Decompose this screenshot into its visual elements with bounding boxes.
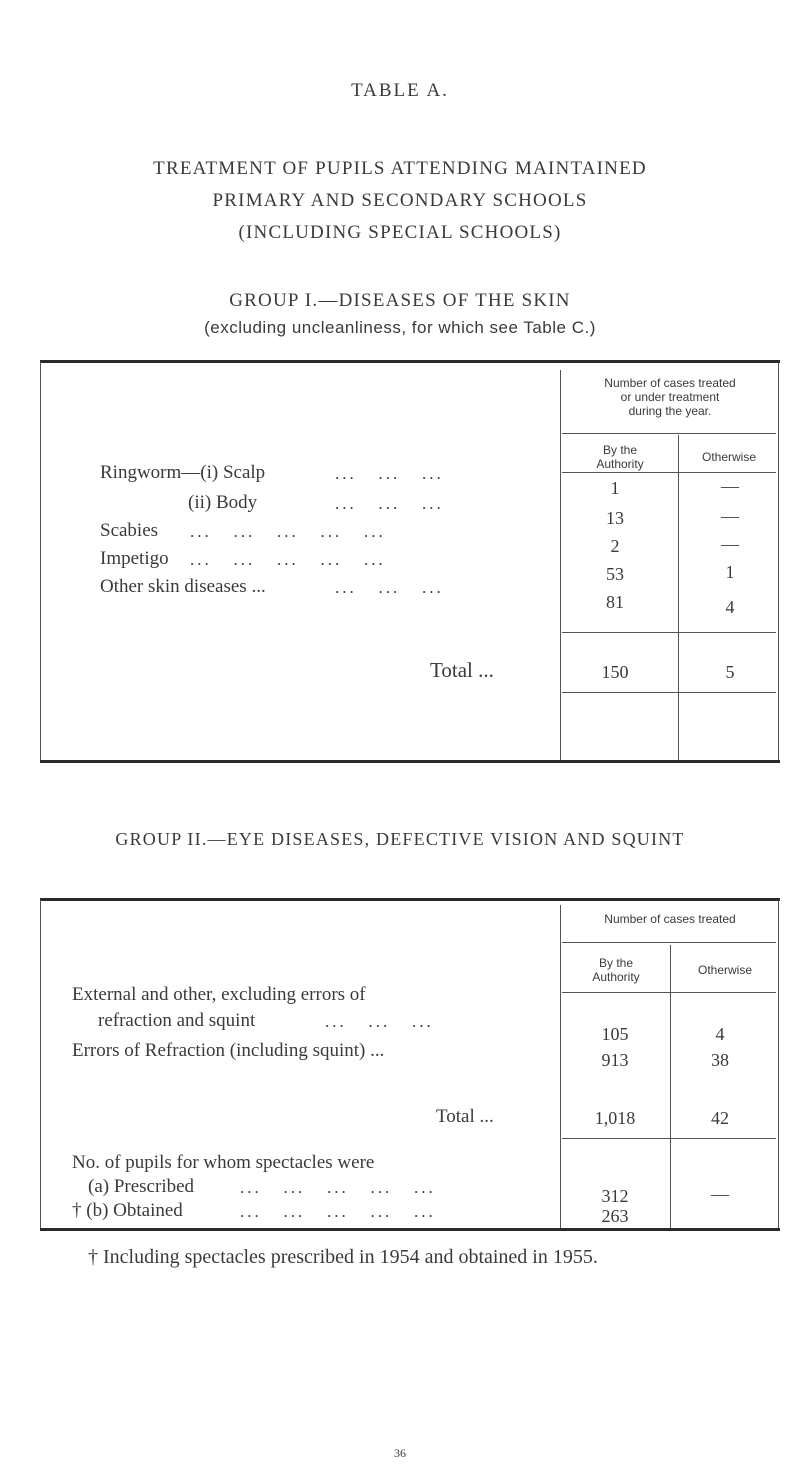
spectacles-otherwise-mark: — (711, 1184, 729, 1204)
group1-left-border (40, 362, 41, 762)
group1-row-otherwise: 1 (725, 562, 735, 582)
group2-row-otherwise: 38 (711, 1050, 729, 1070)
group2-bottom-rule (40, 1228, 780, 1231)
group2-col-divider-1 (560, 905, 561, 1230)
leader-dots: ... ... ... ... ... (190, 550, 386, 569)
group2-right-border (778, 900, 779, 1230)
spectacles-label: No. of pupils for whom spectacles were (72, 1152, 375, 1173)
group2-row-by-authority: 913 (601, 1050, 629, 1070)
group2-col-header: Number of cases treated (604, 912, 736, 926)
group1-row-label: Ringworm—(i) Scalp (100, 462, 266, 483)
group1-col-header (565, 376, 775, 418)
spectacles-obtained-label: † (b) Obtained (72, 1200, 183, 1221)
group1-bottom-rule (40, 760, 780, 763)
group2-row-label-line-2: refraction and squint (98, 1010, 256, 1031)
group2-subheader-rule (562, 992, 776, 993)
leader-dots: ... ... ... (335, 578, 444, 597)
group1-total-rule (562, 632, 776, 633)
group1-row-label: Impetigo (100, 548, 169, 569)
group2-col-by-authority (562, 956, 670, 984)
group1-subheading: (excluding uncleanliness, for which see Table C.) (204, 318, 596, 337)
group1-header-rule (562, 433, 776, 434)
group2-total-otherwise: 42 (711, 1108, 729, 1128)
group1-total-by-authority: 150 (601, 662, 629, 682)
title-line-1: TREATMENT OF PUPILS ATTENDING MAINTAINED (153, 158, 647, 179)
spectacles-obtained-value: 263 (601, 1206, 629, 1226)
group2-row-label: Errors of Refraction (including squint) ... (72, 1040, 385, 1061)
group1-row-otherwise: 4 (725, 597, 735, 617)
group1-col-divider-1 (560, 370, 561, 762)
spectacles-prescribed-value: 312 (601, 1186, 629, 1206)
leader-dots: ... ... ... ... ... (240, 1202, 436, 1221)
group2-row-label-line-1: External and other, excluding errors of (72, 984, 366, 1005)
group2-col-otherwise: Otherwise (697, 963, 753, 977)
group2-col-divider-2 (670, 945, 671, 1230)
leader-dots: ... ... ... ... ... (190, 522, 386, 541)
group1-row-by-authority: 81 (606, 592, 624, 612)
group1-row-label: Scabies (100, 520, 159, 541)
group2-total-by-authority: 1,018 (594, 1108, 636, 1128)
group1-col-by-authority (562, 443, 678, 471)
table-label: TABLE A. (351, 80, 449, 101)
group1-row-label: (ii) Body (188, 492, 258, 513)
group1-col-header-line-3: during the year. (628, 404, 712, 418)
group1-total-label: Total ... (430, 658, 494, 682)
page-number: 36 (394, 1446, 406, 1460)
group1-heading: GROUP I.—DISEASES OF THE SKIN (229, 290, 571, 311)
group2-left-border (40, 900, 41, 1230)
group2-total-rule (562, 1138, 776, 1139)
group2-top-rule (40, 898, 780, 901)
group2-row-by-authority: 105 (601, 1024, 629, 1044)
group1-row-label: Other skin diseases ... (100, 576, 266, 597)
group2-row-otherwise: 4 (715, 1024, 725, 1044)
group2-heading: GROUP II.—EYE DISEASES, DEFECTIVE VISION AND SQUINT (115, 829, 685, 849)
group1-row-by-authority: 2 (610, 536, 620, 556)
group1-row-otherwise: — (721, 506, 739, 526)
title-line-3: (INCLUDING SPECIAL SCHOOLS) (238, 222, 562, 243)
group1-col-divider-2 (678, 435, 679, 762)
leader-dots: ... ... ... ... ... (240, 1178, 436, 1197)
group1-top-rule (40, 360, 780, 363)
group2-col-by-authority-line-2: Authority (592, 970, 640, 984)
group2-col-by-authority-line-1: By the (598, 956, 634, 970)
group1-total-bottom-rule (562, 692, 776, 693)
group1-row-by-authority: 1 (610, 478, 620, 498)
group1-col-header-line-1: Number of cases treated (604, 376, 736, 390)
group1-col-otherwise: Otherwise (701, 450, 757, 464)
group1-row-otherwise: — (721, 476, 739, 496)
group1-right-border (778, 362, 779, 762)
group1-row-by-authority: 53 (606, 564, 624, 584)
group1-row-by-authority: 13 (606, 508, 624, 528)
footnote: † Including spectacles prescribed in 1954 and obtained in 1955. (88, 1246, 598, 1268)
spectacles-prescribed-label: (a) Prescribed (88, 1176, 195, 1197)
group1-col-by-authority-line-2: Authority (596, 457, 644, 471)
group2-total-label: Total ... (436, 1106, 494, 1127)
group1-subheader-rule (562, 472, 776, 473)
group1-col-header-line-2: or under treatment (620, 390, 720, 404)
group1-row-otherwise: — (721, 534, 739, 554)
group2-header-rule (562, 942, 776, 943)
group1-col-by-authority-line-1: By the (602, 443, 638, 457)
title-line-2: PRIMARY AND SECONDARY SCHOOLS (212, 190, 588, 211)
leader-dots: ... ... ... (335, 494, 444, 513)
leader-dots: ... ... ... (335, 464, 444, 483)
group1-total-otherwise: 5 (725, 662, 735, 682)
leader-dots: ... ... ... (325, 1012, 434, 1031)
